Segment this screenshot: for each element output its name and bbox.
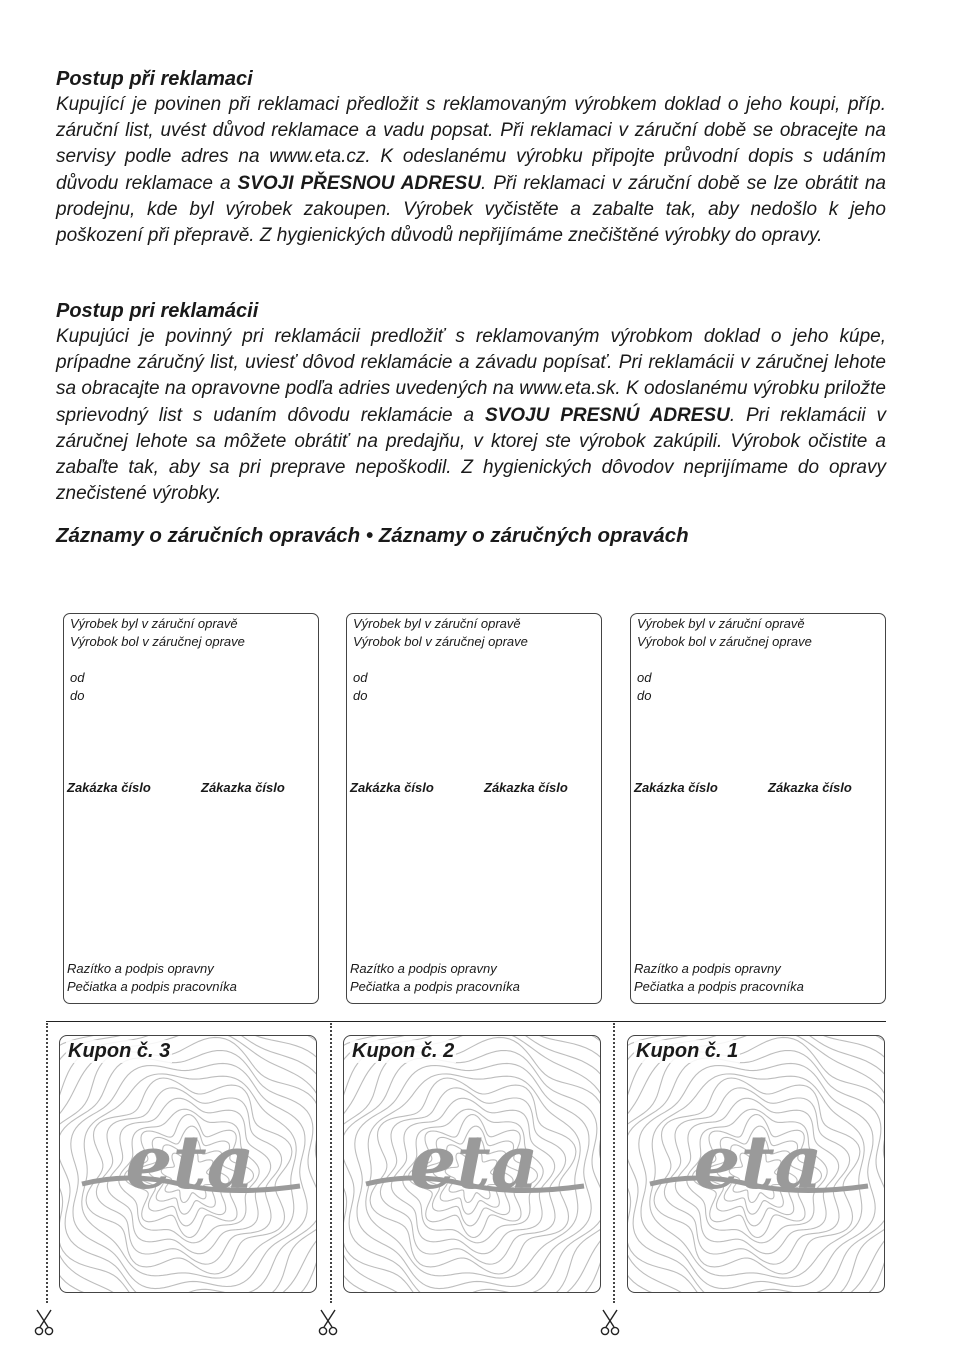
card-from: od bbox=[637, 670, 652, 685]
eta-logo bbox=[344, 1036, 601, 1293]
card-to: do bbox=[70, 688, 85, 703]
sk-section bbox=[56, 298, 886, 507]
svg-text:eta: eta bbox=[125, 1120, 255, 1206]
card-order-number-sk: Zákazka číslo bbox=[768, 780, 852, 795]
coupon-title: Kupon č. 2 bbox=[352, 1040, 455, 1062]
card-stamp-sk: Pečiatka a podpis pracovníka bbox=[634, 979, 804, 994]
card-line-cz: Výrobek byl v záruční opravě bbox=[70, 616, 238, 631]
card-stamp-sk: Pečiatka a podpis pracovníka bbox=[67, 979, 237, 994]
cz-address-emphasis: SVOJI PŘESNOU ADRESU bbox=[237, 172, 481, 194]
card-line-sk: Výrobok bol v záručnej oprave bbox=[637, 634, 812, 649]
records-title: Záznamy o záručních opravách • Záznamy o záručných opravách bbox=[56, 524, 689, 547]
card-to: do bbox=[637, 688, 652, 703]
scissors-icon bbox=[600, 1308, 620, 1338]
eta-logo bbox=[628, 1036, 885, 1293]
coupon-title: Kupon č. 3 bbox=[68, 1040, 171, 1062]
card-stamp-sk: Pečiatka a podpis pracovníka bbox=[350, 979, 520, 994]
coupon-2 bbox=[343, 1035, 601, 1293]
scissors-icon bbox=[34, 1308, 54, 1338]
repair-record-card bbox=[346, 613, 602, 1004]
card-from: od bbox=[70, 670, 85, 685]
card-stamp-cz: Razítko a podpis opravny bbox=[634, 961, 781, 976]
coupon-1 bbox=[627, 1035, 885, 1293]
card-to: do bbox=[353, 688, 368, 703]
repair-record-card bbox=[630, 613, 886, 1004]
scissors-icon bbox=[318, 1308, 338, 1338]
card-order-number-sk: Zákazka číslo bbox=[201, 780, 285, 795]
card-line-cz: Výrobek byl v záruční opravě bbox=[353, 616, 521, 631]
cz-paragraph: Kupující je povinen při reklamaci předložit s reklamovaným výrobkem doklad o jeho koupi, příp. záruční list, uvést důvod reklamace a vadu popsat. Při reklamaci v záruční době se obracejte na servisy podle adres na www.eta.cz. K odeslanému výrobku připojte průvodní dopis s udáním důvodu reklamace a SVOJI PŘESNOU ADRESU. Při reklamaci v záruční době se lze obrátit na prodejnu, kde byl výrobek zakoupen. Výrobek vyčistěte a zabalte tak, aby nedošlo k jeho poškození při přepravě. Z hygienických důvodů nepřijímáme znečištěné výrobky do opravy. bbox=[56, 94, 886, 247]
sk-address-emphasis: SVOJU PRESNÚ ADRESU bbox=[484, 404, 730, 426]
coupon-3 bbox=[59, 1035, 317, 1293]
card-from: od bbox=[353, 670, 368, 685]
card-line-sk: Výrobok bol v záručnej oprave bbox=[70, 634, 245, 649]
cut-line-vertical bbox=[613, 1023, 615, 1303]
card-order-number-cz: Zakázka číslo bbox=[67, 780, 151, 795]
cut-line-vertical bbox=[330, 1023, 332, 1303]
svg-text:eta: eta bbox=[409, 1120, 539, 1206]
sk-heading: Postup pri reklamácii bbox=[56, 300, 259, 322]
cz-heading: Postup při reklamaci bbox=[56, 68, 253, 90]
cut-line-vertical bbox=[46, 1023, 48, 1303]
card-stamp-cz: Razítko a podpis opravny bbox=[350, 961, 497, 976]
card-order-number-cz: Zakázka číslo bbox=[350, 780, 434, 795]
svg-text:eta: eta bbox=[693, 1120, 823, 1206]
card-stamp-cz: Razítko a podpis opravny bbox=[67, 961, 214, 976]
card-line-cz: Výrobek byl v záruční opravě bbox=[637, 616, 805, 631]
eta-logo bbox=[60, 1036, 317, 1293]
card-order-number-cz: Zakázka číslo bbox=[634, 780, 718, 795]
coupon-title: Kupon č. 1 bbox=[636, 1040, 739, 1062]
repair-record-card bbox=[63, 613, 319, 1004]
cz-section bbox=[56, 66, 886, 249]
card-order-number-sk: Zákazka číslo bbox=[484, 780, 568, 795]
sk-paragraph: Kupujúci je povinný pri reklamácii predložiť s reklamovaným výrobkom doklad o jeho kúpe, prípadne záručný list, uviesť dôvod reklamácie a závadu popísať. Pri reklamácii v záručnej lehote sa obracajte na opravovne podľa adries uvedených na www.eta.sk. K odoslanému výrobku priložte sprievodný list s udaním dôvodu reklamácie a SVOJU PRESNÚ ADRESU. Pri reklamácii v záručnej lehote sa môžete obrátiť na predajňu, v ktorej ste výrobok zakúpili. Výrobok očistite a zabaľte tak, aby sa pri preprave nepoškodil. Z hygienických dôvodov neprijímame do opravy znečistené výrobky. bbox=[56, 326, 886, 505]
card-line-sk: Výrobok bol v záručnej oprave bbox=[353, 634, 528, 649]
cut-line-horizontal bbox=[46, 1021, 886, 1022]
